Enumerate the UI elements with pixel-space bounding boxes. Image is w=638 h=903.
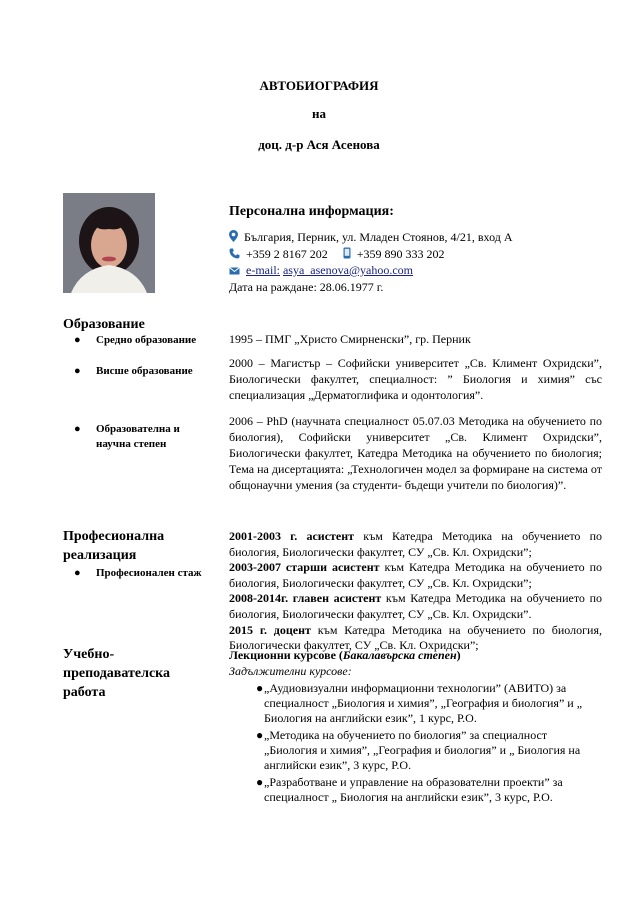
phone-mobile: +359 890 333 202	[356, 247, 445, 261]
birth-date-value: : 28.06.1977 г.	[313, 280, 384, 294]
bullet: ●	[74, 365, 81, 377]
lectures-heading: Лекционни курсове (Бакалавърска степен)	[229, 648, 461, 662]
birth-date-label: Дата на раждане	[229, 280, 314, 294]
higher-education-label: ● Висше образование	[74, 365, 193, 377]
career-entry: 2003-2007 старши асистент към Катедра Методика на обучението по биология, Биологически факултет, СУ „Св. Кл. Охридски”;	[229, 560, 602, 590]
professional-experience-label: ● Професионален стаж	[74, 567, 202, 579]
phone-icon	[229, 247, 240, 263]
birth-date-line	[229, 279, 383, 295]
teaching-content	[229, 647, 602, 807]
envelope-icon	[229, 263, 240, 279]
portrait-image	[63, 193, 155, 293]
mandatory-courses-label: Задължителни курсове:	[229, 664, 352, 678]
bullet: ●	[74, 334, 81, 346]
address-text: България, Перник, ул. Младен Стоянов, 4/21, вход А	[244, 230, 513, 244]
profile-photo	[63, 193, 155, 293]
education-heading: Образование	[63, 317, 145, 332]
phd-text: 2006 – PhD (научната специалност 05.07.03 Методика на обучението по биология), Софийски университет „Св. Климент Охридски”, Биологически факултет, Катедра Методика на обучението по биология; Тема на дисертацията: „Технологичен модел за формиране на система от общонаучни умения (за студенти- бъдещи учители по биология)”.	[229, 414, 602, 492]
email-label: e-mail:	[246, 263, 280, 277]
bullet: ●	[74, 567, 81, 579]
document-title: АВТОБИОГРАФИЯ	[259, 78, 379, 93]
email-link[interactable]: asya_asenova@yahoo.com	[282, 263, 413, 277]
secondary-education-text: 1995 – ПМГ „Христо Смирненски”, гр. Перник	[229, 332, 471, 346]
map-pin-icon	[229, 230, 238, 246]
list-item: ● „Методика на обучението по биология” за специалност „Биология и химия”, „География и биология” и „ Биология на английски език”, 3 курс, Р.О.	[256, 728, 581, 772]
list-item: ● „Разработване и управление на образователни проекти” за специалност „ Биология на английски език”, 3 курс, Р.О.	[256, 775, 563, 804]
title-preposition: на	[312, 106, 326, 121]
phone-line	[229, 246, 445, 263]
phone-landline: +359 2 8167 202	[246, 247, 328, 261]
career-entry: 2008-2014г. главен асистент към Катедра Методика на обучението по биология, Биологически факултет, СУ „Св. Кл. Охридски”.	[229, 591, 602, 621]
higher-education-text: 2000 – Магистър – Софийски университет „Св. Климент Охридски”, Биологически факултет, специалност: ” Биология и химия” със специализация „Дерматоглифика и одонтология”.	[229, 356, 602, 402]
personal-info-heading: Персонална информация:	[229, 204, 394, 219]
address-line	[229, 229, 513, 246]
email-line	[229, 262, 413, 279]
author-name: доц. д-р Ася Асенова	[258, 137, 380, 152]
career-entries	[229, 529, 602, 654]
mobile-phone-icon	[343, 247, 351, 263]
secondary-education-label: ● Средно образование	[74, 334, 197, 346]
list-item: ● „Аудиовизуални информационни технологии” (АВИТО) за специалност „Биология и химия”, „География и биология” и „ Биология на английски език”, 1 курс, Р.О.	[256, 681, 583, 725]
teaching-heading: Учебно- преподавателска работа	[63, 647, 171, 700]
career-entry: 2001-2003 г. асистент към Катедра Методика на обучението по биология, Биологически факултет, СУ „Св. Кл. Охридски”;	[229, 529, 603, 559]
bullet: ●	[74, 423, 81, 435]
phd-label: ● Образователна и научна степен	[74, 423, 180, 450]
course-list	[229, 681, 602, 805]
career-entry: 2015 г. доцент към Катедра Методика на обучението по биология, Биологически факултет, СУ „Св. Кл. Охридски”;	[229, 622, 602, 653]
career-heading: Професионална реализация	[63, 529, 165, 563]
